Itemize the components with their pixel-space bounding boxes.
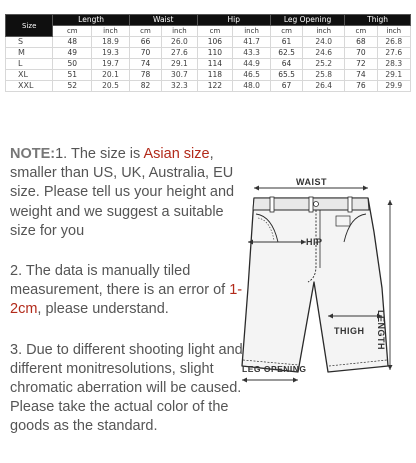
note-1-highlight: Asian size — [143, 146, 210, 162]
measurement-cell: 29.9 — [377, 81, 411, 92]
unit-inch: inch — [92, 26, 130, 37]
measurement-cell: 30.7 — [162, 70, 198, 81]
measurement-cell: 52 — [53, 81, 92, 92]
measurement-cell: 114 — [197, 59, 233, 70]
measurement-cell: 29.1 — [377, 70, 411, 81]
measurement-cell: 43.3 — [233, 48, 271, 59]
note-1-text-rest: , smaller than US, UK, Australia, EU size. Please tell us your height and weight and we suggest a suitable size for you — [10, 146, 235, 239]
unit-cm: cm — [270, 26, 302, 37]
hip-label: HIP — [306, 237, 323, 247]
measurement-cell: 26.0 — [162, 37, 198, 48]
unit-header-row — [6, 26, 411, 37]
measurement-cell: 72 — [345, 59, 377, 70]
measurement-cell: 24.6 — [303, 48, 345, 59]
measurement-cell: 48.0 — [233, 81, 271, 92]
table-row — [6, 70, 411, 81]
length-header: Length — [53, 15, 129, 26]
measurement-cell: 27.6 — [377, 48, 411, 59]
unit-cm: cm — [197, 26, 233, 37]
measurement-cell: 110 — [197, 48, 233, 59]
size-notes — [10, 145, 246, 458]
note-2-highlight: 1-2cm — [10, 282, 243, 318]
unit-inch: inch — [233, 26, 271, 37]
measurement-cell: 20.5 — [92, 81, 130, 92]
measurement-cell: 27.6 — [162, 48, 198, 59]
note-2 — [10, 262, 246, 320]
measurement-cell: 78 — [129, 70, 161, 81]
measurement-cell: 51 — [53, 70, 92, 81]
unit-inch: inch — [162, 26, 198, 37]
table-row — [6, 81, 411, 92]
unit-cm: cm — [53, 26, 92, 37]
measurement-cell: 44.9 — [233, 59, 271, 70]
note-2-text: 2. The data is manually tiled measurement, there is an error of — [10, 263, 230, 299]
table-row — [6, 59, 411, 70]
measurement-cell: 118 — [197, 70, 233, 81]
measurement-cell: 74 — [345, 70, 377, 81]
size-cell: S — [6, 37, 53, 48]
length-label: LENGTH — [376, 310, 386, 350]
measurement-cell: 82 — [129, 81, 161, 92]
note-2-text-rest: , please understand. — [37, 301, 169, 318]
waist-label: WAIST — [296, 177, 327, 187]
measurement-cell: 48 — [53, 37, 92, 48]
unit-inch: inch — [303, 26, 345, 37]
unit-cm: cm — [129, 26, 161, 37]
size-cell: XXL — [6, 81, 53, 92]
measurement-cell: 67 — [270, 81, 302, 92]
measurement-cell: 28.3 — [377, 59, 411, 70]
note-1-text: 1. The size is — [55, 146, 144, 162]
shorts-outline-drawing — [232, 170, 416, 420]
measurement-cell: 18.9 — [92, 37, 130, 48]
measurement-cell: 29.1 — [162, 59, 198, 70]
waist-header: Waist — [129, 15, 197, 26]
measurement-cell: 19.7 — [92, 59, 130, 70]
measurement-cell: 65.5 — [270, 70, 302, 81]
size-column-header: Size — [6, 15, 53, 37]
measurement-cell: 70 — [129, 48, 161, 59]
hip-header: Hip — [197, 15, 270, 26]
note-3: 3. Due to different shooting light and different monitresolutions, slight chromatic aberration will be caused. Please take the actual color of the goods as the standard. — [10, 341, 243, 435]
measurement-cell: 66 — [129, 37, 161, 48]
leg-opening-label: LEG OPENING — [242, 364, 307, 374]
measurement-cell: 49 — [53, 48, 92, 59]
measurement-cell: 26.8 — [377, 37, 411, 48]
measurement-cell: 106 — [197, 37, 233, 48]
measurement-cell: 74 — [129, 59, 161, 70]
leg-opening-header: Leg Opening — [270, 15, 344, 26]
measurement-cell: 26.4 — [303, 81, 345, 92]
size-cell: M — [6, 48, 53, 59]
measurement-cell: 25.2 — [303, 59, 345, 70]
measurement-cell: 41.7 — [233, 37, 271, 48]
note-label: NOTE: — [10, 146, 56, 162]
measurement-cell: 76 — [345, 81, 377, 92]
size-cell: XL — [6, 70, 53, 81]
measurement-cell: 64 — [270, 59, 302, 70]
unit-cm: cm — [345, 26, 377, 37]
table-header-row — [6, 15, 411, 26]
measurement-cell: 61 — [270, 37, 302, 48]
table-row — [6, 37, 411, 48]
measurement-cell: 70 — [345, 48, 377, 59]
measurement-cell: 20.1 — [92, 70, 130, 81]
measurement-cell: 50 — [53, 59, 92, 70]
thigh-header: Thigh — [345, 15, 411, 26]
shorts-measurement-diagram — [232, 170, 416, 420]
table-row — [6, 48, 411, 59]
measurement-cell: 19.3 — [92, 48, 130, 59]
measurement-cell: 62.5 — [270, 48, 302, 59]
measurement-cell: 24.0 — [303, 37, 345, 48]
measurement-cell: 32.3 — [162, 81, 198, 92]
measurement-cell: 25.8 — [303, 70, 345, 81]
unit-inch: inch — [377, 26, 411, 37]
thigh-label: THIGH — [334, 326, 365, 336]
note-1 — [10, 145, 246, 241]
measurement-cell: 122 — [197, 81, 233, 92]
measurement-cell: 46.5 — [233, 70, 271, 81]
measurement-cell: 68 — [345, 37, 377, 48]
size-cell: L — [6, 59, 53, 70]
size-chart-table — [5, 14, 411, 92]
